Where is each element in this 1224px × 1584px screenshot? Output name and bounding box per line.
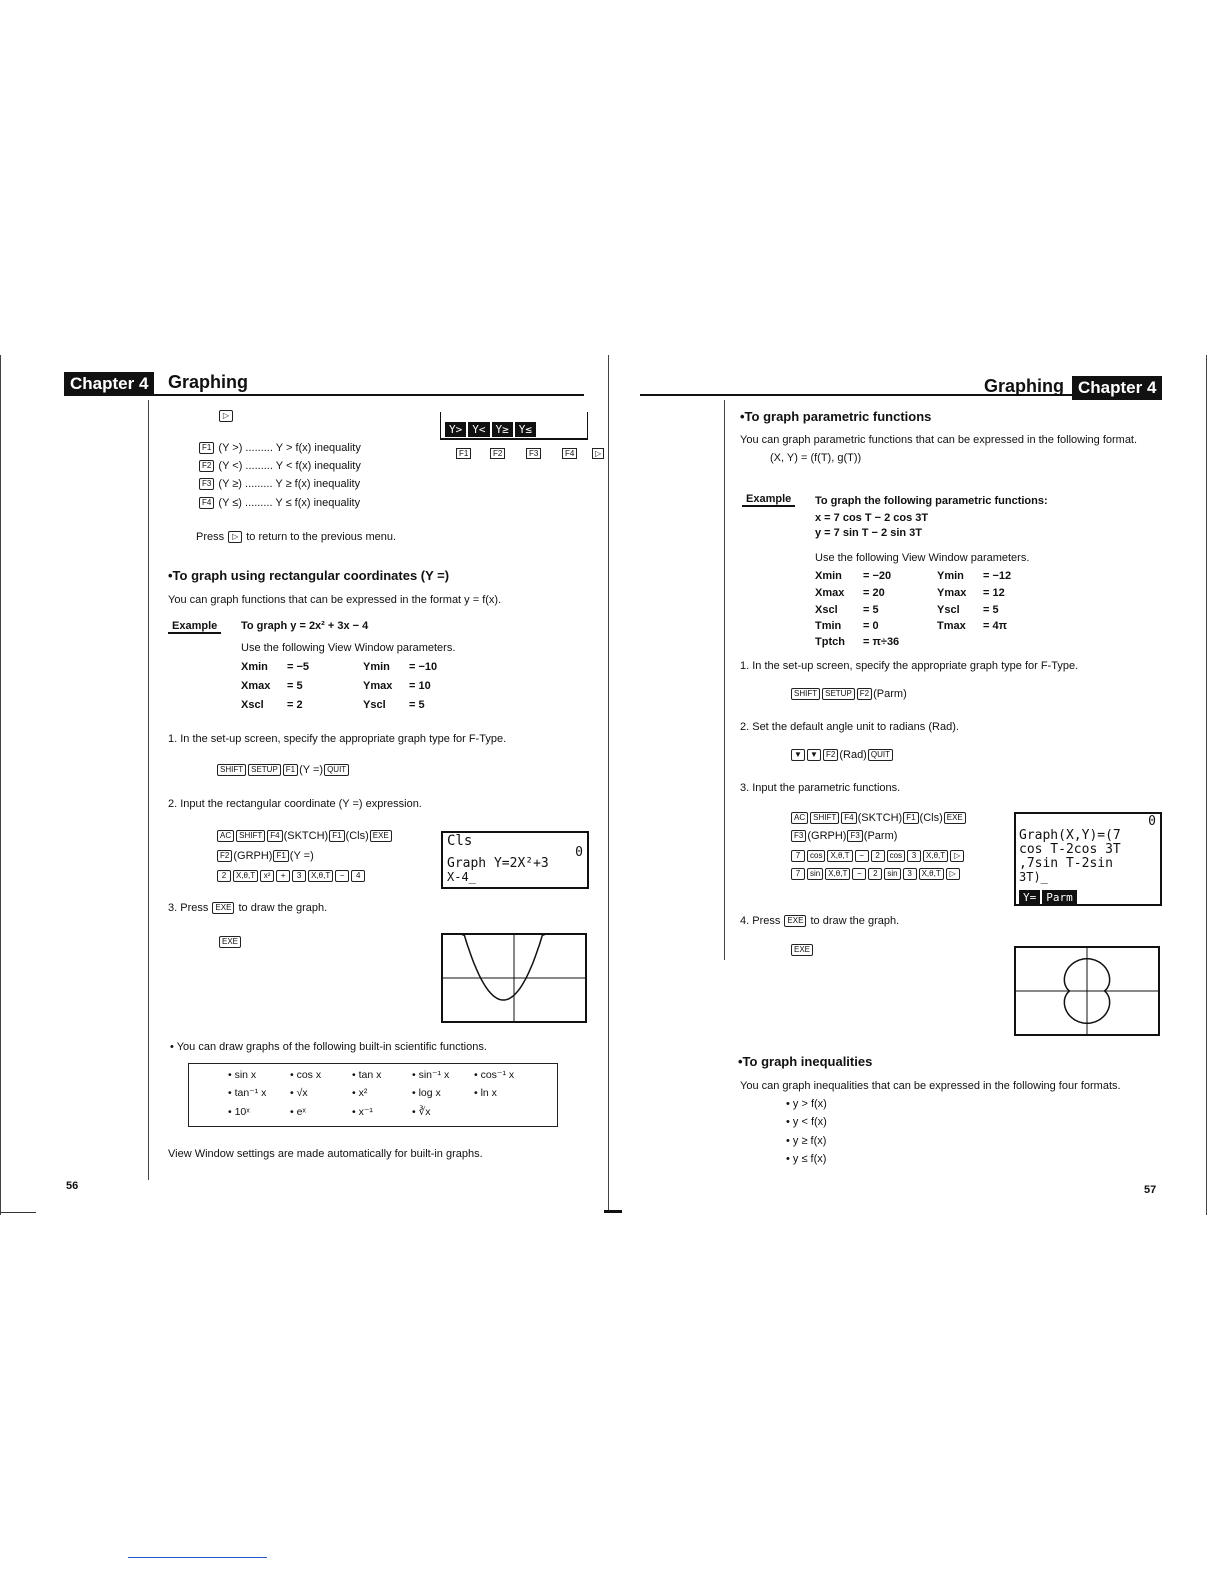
ineq-menu-screen bbox=[440, 412, 588, 440]
left-step-1: 1. In the set-up screen, specify the appropriate graph type for F-Type. bbox=[168, 733, 507, 745]
right-example-label: Example bbox=[742, 493, 795, 507]
left-param-row-3: Xscl = 2 Yscl = 5 bbox=[241, 699, 425, 711]
right-param-row-5: Tptch = π÷36 bbox=[815, 636, 900, 648]
param-format: (X, Y) = (f(T), g(T)) bbox=[770, 452, 862, 464]
right-example-title: To graph the following parametric functions: bbox=[815, 495, 1048, 507]
param-eq-x: x = 7 cos T − 2 cos 3T bbox=[815, 512, 929, 524]
param-eq-y: y = 7 sin T − 2 sin 3T bbox=[815, 527, 922, 539]
left-margin-line bbox=[148, 400, 149, 1180]
ineq-format-3: • y ≥ f(x) bbox=[786, 1135, 827, 1147]
fkey-f4: F4 bbox=[562, 448, 577, 459]
left-example-title: To graph y = 2x² + 3x − 4 bbox=[241, 620, 369, 632]
right-step-2-keys: ▼ ▼ F2 (Rad) QUIT bbox=[790, 749, 894, 761]
right-step-1-keys: SHIFT SETUP F2 (Parm) bbox=[790, 688, 907, 700]
left-param-row-2: Xmax = 5 Ymax = 10 bbox=[241, 680, 431, 692]
next-key-icon: ▷ bbox=[219, 410, 233, 422]
left-outer-edge bbox=[0, 355, 1, 1215]
left-step-2-line1: AC SHIFT F4 (SKTCH) F1 (Cls) EXE bbox=[216, 830, 393, 842]
screen-line-x: X-4_ bbox=[447, 870, 476, 884]
param-intro: You can graph parametric functions that can be expressed in the following format. bbox=[740, 434, 1138, 446]
ineq-section-heading: •To graph inequalities bbox=[738, 1054, 873, 1069]
param-screen-zero: 0 bbox=[1148, 814, 1156, 829]
left-exe-key: EXE bbox=[219, 936, 241, 948]
fkey-f3: F3 bbox=[526, 448, 541, 459]
auto-settings-note: View Window settings are made automatically for built-in graphs. bbox=[168, 1148, 483, 1160]
param-screen-line3: ,7sin T-2sin bbox=[1019, 856, 1113, 871]
right-step-3-line1: AC SHIFT F4 (SKTCH) F1 (Cls) EXE bbox=[790, 812, 967, 824]
ineq-item-3: F3 (Y ≥) ......... Y ≥ f(x) inequality bbox=[198, 478, 360, 490]
calc-screen-rect bbox=[441, 831, 589, 889]
bottom-blue-line bbox=[128, 1557, 267, 1558]
left-page-title: Graphing bbox=[168, 372, 248, 392]
right-view-window-note: Use the following View Window parameters. bbox=[815, 552, 1030, 564]
right-param-row-4: Tmin = 0 Tmax = 4π bbox=[815, 620, 1008, 632]
right-param-row-1: Xmin = −20 Ymin = −12 bbox=[815, 570, 1012, 582]
right-outer-edge bbox=[1206, 355, 1207, 1215]
right-exe-key: EXE bbox=[791, 944, 813, 956]
gutter-tick bbox=[604, 1210, 622, 1213]
parametric-graph bbox=[1014, 946, 1160, 1036]
screen-line-graph: Graph Y=2X²+3 bbox=[447, 856, 549, 871]
rect-intro: You can graph functions that can be expressed in the format y = f(x). bbox=[168, 594, 502, 606]
right-param-row-2: Xmax = 20 Ymax = 12 bbox=[815, 587, 1005, 599]
left-page-number: 56 bbox=[66, 1180, 79, 1192]
builtin-function-item: • 10ˣ bbox=[228, 1106, 250, 1118]
menu-tab-yle: Y≤ bbox=[515, 422, 536, 437]
left-header-rule bbox=[64, 394, 584, 396]
parabola-graph bbox=[441, 933, 587, 1023]
ineq-item-1: F1 (Y >) ......... Y > f(x) inequality bbox=[198, 442, 361, 454]
left-step-1-keys: SHIFT SETUP F1 (Y =) QUIT bbox=[216, 764, 350, 776]
left-step-3: 3. Press EXE to draw the graph. bbox=[168, 902, 328, 914]
press-return-note: Press ▷ to return to the previous menu. bbox=[196, 531, 397, 543]
right-step-3-line3: 7 cos X,θ,T − 2 cos 3 X,θ,T ▷ bbox=[790, 850, 965, 862]
param-section-heading: •To graph parametric functions bbox=[740, 409, 932, 424]
right-step-3-line2: F3 (GRPH) F3 (Parm) bbox=[790, 830, 897, 842]
right-param-row-3: Xscl = 5 Yscl = 5 bbox=[815, 604, 999, 616]
ineq-intro: You can graph inequalities that can be expressed in the following four formats. bbox=[740, 1080, 1121, 1092]
param-screen-tabs: Y= Parm bbox=[1019, 886, 1079, 905]
right-step-3: 3. Input the parametric functions. bbox=[740, 782, 901, 794]
fkey-f2: F2 bbox=[490, 448, 505, 459]
builtin-function-item: • √x bbox=[290, 1087, 308, 1099]
right-page-number: 57 bbox=[1144, 1184, 1157, 1196]
gutter-line bbox=[608, 355, 609, 1211]
menu-tab-ylt: Y< bbox=[468, 422, 489, 437]
ineq-format-4: • y ≤ f(x) bbox=[786, 1153, 827, 1165]
builtin-bullet: • You can draw graphs of the following built-in scientific functions. bbox=[170, 1041, 487, 1053]
right-step-3-line4: 7 sin X,θ,T − 2 sin 3 X,θ,T ▷ bbox=[790, 868, 961, 880]
right-chapter-badge: Chapter 4 bbox=[1072, 376, 1162, 400]
right-margin-line bbox=[724, 400, 725, 960]
right-step-1: 1. In the set-up screen, specify the appropriate graph type for F-Type. bbox=[740, 660, 1079, 672]
builtin-function-item: • sin⁻¹ x bbox=[412, 1069, 450, 1081]
ineq-format-2: • y < f(x) bbox=[786, 1116, 827, 1128]
param-screen-line4: 3T)_ bbox=[1019, 870, 1048, 884]
left-chapter-badge: Chapter 4 bbox=[64, 372, 154, 396]
builtin-function-item: • x⁻¹ bbox=[352, 1106, 373, 1118]
left-step-2-line2: F2 (GRPH) F1 (Y =) bbox=[216, 850, 314, 862]
builtin-function-item: • eˣ bbox=[290, 1106, 306, 1118]
fkey-f1: F1 bbox=[456, 448, 471, 459]
left-view-window-note: Use the following View Window parameters. bbox=[241, 642, 456, 654]
right-page-title: Graphing bbox=[984, 376, 1064, 396]
builtin-function-item: • ∛x bbox=[412, 1106, 431, 1118]
rect-section-heading: •To graph using rectangular coordinates (Y =) bbox=[168, 568, 450, 583]
calc-screen-param bbox=[1014, 812, 1162, 906]
menu-tab-ygt: Y> bbox=[445, 422, 466, 437]
screen-zero: 0 bbox=[575, 845, 583, 860]
builtin-function-item: • cos x bbox=[290, 1069, 322, 1081]
menu-tab-yge: Y≥ bbox=[492, 422, 513, 437]
left-example-label: Example bbox=[168, 620, 221, 634]
builtin-function-item: • x² bbox=[352, 1087, 368, 1099]
ineq-format-1: • y > f(x) bbox=[786, 1098, 827, 1110]
right-step-4: 4. Press EXE to draw the graph. bbox=[740, 915, 900, 927]
ineq-item-4: F4 (Y ≤) ......... Y ≤ f(x) inequality bbox=[198, 497, 360, 509]
right-step-2: 2. Set the default angle unit to radians (Rad). bbox=[740, 721, 959, 733]
builtin-function-item: • log x bbox=[412, 1087, 441, 1099]
fkey-next: ▷ bbox=[592, 448, 604, 459]
screen-line-cls: Cls bbox=[447, 833, 473, 849]
builtin-function-item: • cos⁻¹ x bbox=[474, 1069, 515, 1081]
param-screen-line2: cos T-2cos 3T bbox=[1019, 842, 1121, 857]
builtin-function-item: • tan x bbox=[352, 1069, 382, 1081]
left-bottom-dash bbox=[0, 1212, 36, 1213]
left-step-2-line3: 2 X,θ,T x² + 3 X,θ,T − 4 bbox=[216, 870, 366, 882]
ineq-item-2: F2 (Y <) ......... Y < f(x) inequality bbox=[198, 460, 361, 472]
builtin-function-item: • ln x bbox=[474, 1087, 497, 1099]
left-param-row-1: Xmin = −5 Ymin = −10 bbox=[241, 661, 438, 673]
param-screen-line1: Graph(X,Y)=(7 bbox=[1019, 828, 1121, 843]
left-step-2: 2. Input the rectangular coordinate (Y =) expression. bbox=[168, 798, 422, 810]
builtin-function-item: • sin x bbox=[228, 1069, 257, 1081]
builtin-function-item: • tan⁻¹ x bbox=[228, 1087, 267, 1099]
